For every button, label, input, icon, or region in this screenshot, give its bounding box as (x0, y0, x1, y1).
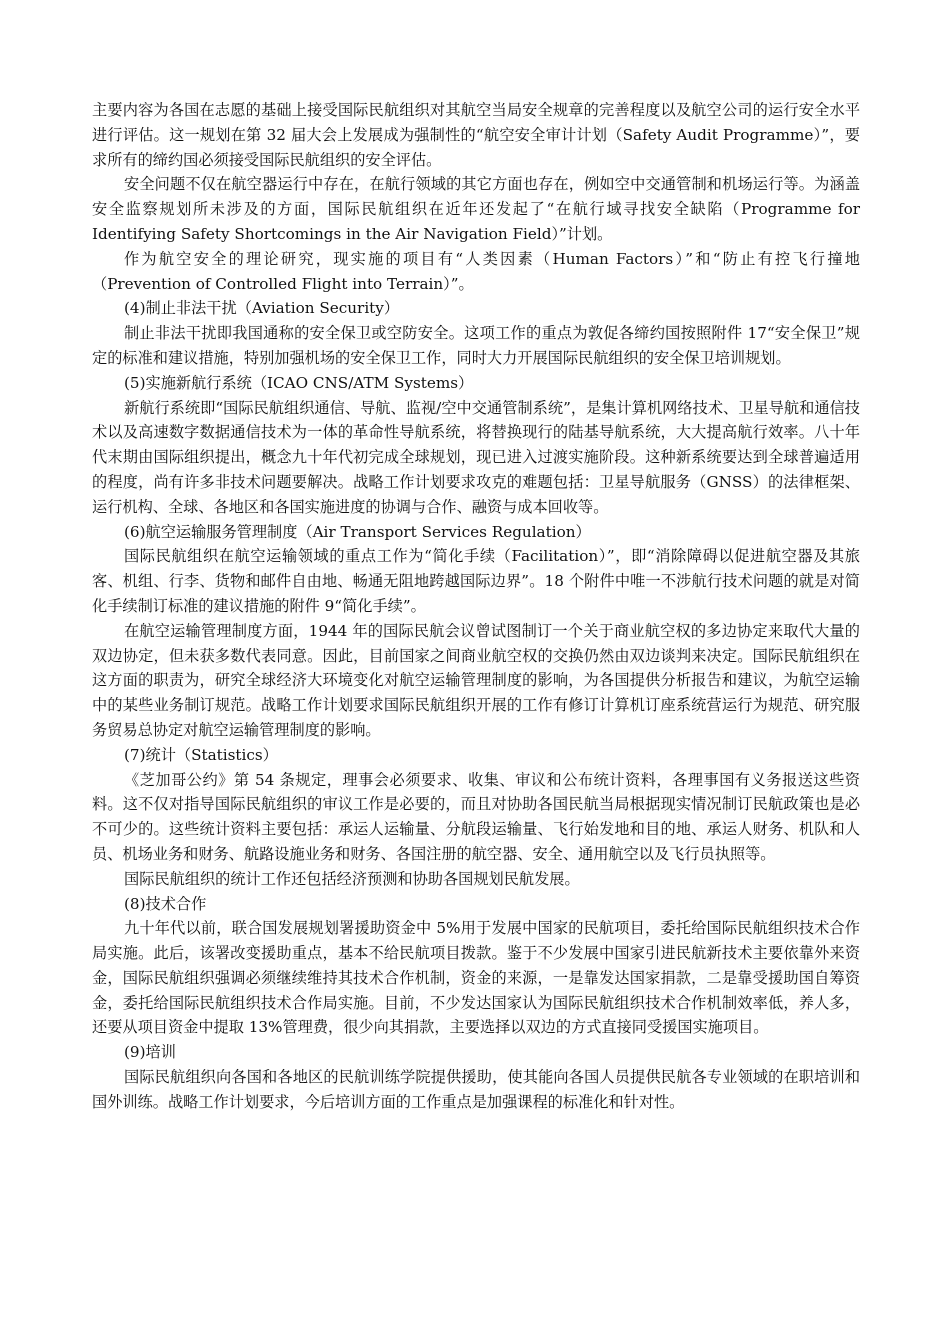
paragraph-statistics: 《芝加哥公约》第 54 条规定，理事会必须要求、收集、审议和公布统计资料，各理事国有义务报送这些资料。这不仅对指导国际民航组织的审议工作是必要的，而且对协助各国民航当局根据现实情况制订民航政策也是必不可少的。这些统计资料主要包括：承运人运输量、分航段运输量、飞行始发地和目的地、承运人财务、机队和人员、机场业务和财务、航路设施业务和财务、各国注册的航空器、安全、通用航空以及飞行员执照等。 (92, 770, 860, 863)
section-heading-cns-atm: (5)实施新航行系统（ICAO CNS/ATM Systems） (124, 373, 474, 392)
paragraph-statistics-forecast: 国际民航组织的统计工作还包括经济预测和协助各国规划民航发展。 (124, 869, 580, 888)
section-heading-air-transport: (6)航空运输服务管理制度（Air Transport Services Regulation） (124, 522, 591, 541)
paragraph-safety-research: 作为航空安全的理论研究，现实施的项目有“人类因素（Human Factors）”和“防止有控飞行撞地（Prevention of Controlled Flight into Terrain）”。 (92, 249, 860, 293)
section-heading-aviation-security: (4)制止非法干扰（Aviation Security） (124, 299, 400, 318)
paragraph-air-transport-regulation: 在航空运输管理制度方面，1944 年的国际民航会议曾试图制订一个关于商业航空权的多边协定来取代大量的双边协定，但未获多数代表同意。因此，目前国家之间商业航空权的交换仍然由双边谈判来决定。国际民航组织在这方面的职责为，研究全球经济大环境变化对航空运输管理制度的影响，为各国提供分析报告和建议，为航空运输中的某些业务制订规范。战略工作计划要求国际民航组织开展的工作有修订计算机订座系统营运行为规范、研究服务贸易总协定对航空运输管理制度的影响。 (92, 621, 860, 739)
paragraph-technical-cooperation: 九十年代以前，联合国发展规划署援助资金中 5%用于发展中国家的民航项目，委托给国际民航组织技术合作局实施。此后，该署改变援助重点，基本不给民航项目拨款。鉴于不少发展中国家引进民航新技术主要依靠外来资金，国际民航组织强调必须继续维持其技术合作机制，资金的来源，一是靠发达国家捐款，二是靠受援助国自筹资金，委托给国际民航组织技术合作局实施。目前，不少发达国家认为国际民航组织技术合作机制效率低，养人多，还要从项目资金中提取 13%管理费，很少向其捐款，主要选择以双边的方式直接同受援国实施项目。 (92, 919, 860, 1037)
section-heading-technical-cooperation: (8)技术合作 (124, 894, 207, 913)
paragraph-facilitation: 国际民航组织在航空运输领域的重点工作为“简化手续（Facilitation）”，即“消除障碍以促进航空器及其旅客、机组、行李、货物和邮件自由地、畅通无阻地跨越国际边界”。18 个附件中唯一不涉航行技术问题的就是对简化手续制订标准的建议措施的附件 9“简化手续”。 (92, 547, 860, 615)
paragraph-intro-continuation: 主要内容为各国在志愿的基础上接受国际民航组织对其航空当局安全规章的完善程度以及航空公司的运行安全水平进行评估。这一规划在第 32 届大会上发展成为强制性的“航空安全审计计划（Safety Audit Programme）”，要求所有的缔约国必须接受国际民航组织的安全评估。 (92, 101, 860, 169)
paragraph-safety-shortcomings: 安全问题不仅在航空器运行中存在，在航行领域的其它方面也存在，例如空中交通管制和机场运行等。为涵盖安全监察规划所未涉及的方面，国际民航组织在近年还发起了“在航行域寻找安全缺陷（Programme for Identifying Safety Shortcomings in the Air Navigation Field）”计划。 (92, 175, 860, 243)
section-heading-training: (9)培训 (124, 1043, 176, 1062)
paragraph-cns-atm: 新航行系统即“国际民航组织通信、导航、监视/空中交通管制系统”，是集计算机网络技术、卫星导航和通信技术以及高速数字数据通信技术为一体的革命性导航系统，将替换现行的陆基导航系统，大大提高航行效率。八十年代末期由国际组织提出，概念九十年代初完成全球规划，现已进入过渡实施阶段。这种新系统要达到全球普遍适用的程度，尚有许多非技术问题要解决。战略工作计划要求攻克的难题包括：卫星导航服务（GNSS）的法律框架、运行机构、全球、各地区和各国实施进度的协调与合作、融资与成本回收等。 (92, 398, 860, 516)
paragraph-aviation-security: 制止非法干扰即我国通称的安全保卫或空防安全。这项工作的重点为敦促各缔约国按照附件 17“安全保卫”规定的标准和建议措施，特别加强机场的安全保卫工作，同时大力开展国际民航组织的安全保卫培训规划。 (92, 324, 860, 367)
document-page (92, 98, 860, 1115)
paragraph-training: 国际民航组织向各国和各地区的民航训练学院提供援助，使其能向各国人员提供民航各专业领域的在职培训和国外训练。战略工作计划要求，今后培训方面的工作重点是加强课程的标准化和针对性。 (92, 1068, 860, 1111)
section-heading-statistics: (7)统计（Statistics） (124, 745, 278, 764)
